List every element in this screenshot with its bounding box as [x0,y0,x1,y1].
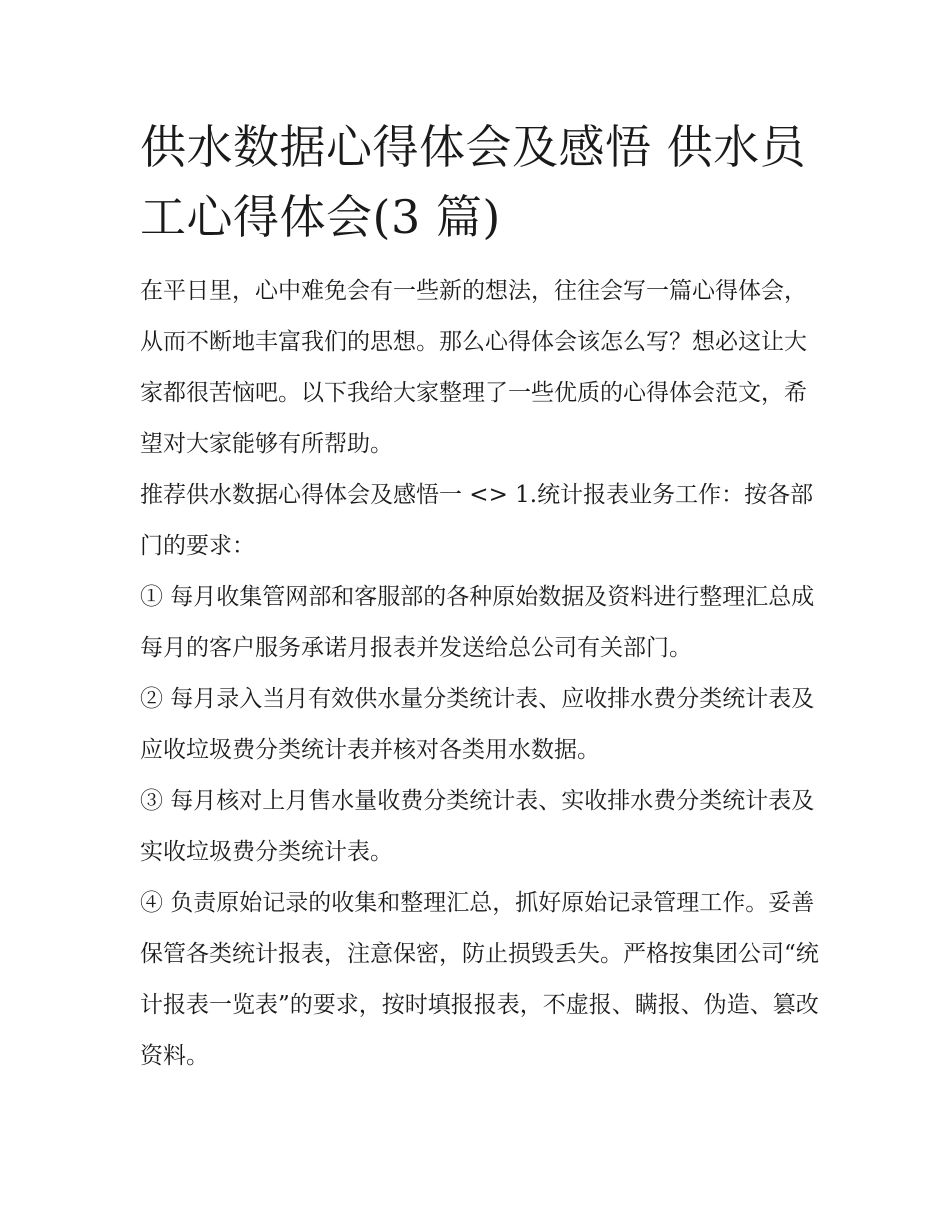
list-item-2: ② 每月录入当月有效供水量分类统计表、应收排水费分类统计表及应收垃圾费分类统计表并核对各类用水数据。 [140,686,815,763]
document-body [140,266,820,1082]
list-item-3: ③ 每月核对上月售水量收费分类统计表、实收排水费分类统计表及实收垃圾费分类统计表。 [140,788,815,865]
list-item-1: ① 每月收集管网部和客服部的各种原始数据及资料进行整理汇总成每月的客户服务承诺月报表并发送给总公司有关部门。 [140,584,815,661]
section-heading-paragraph: 推荐供水数据心得体会及感悟一 <> 1.统计报表业务工作：按各部门的要求： [140,482,814,559]
document-page [140,112,820,1082]
document-title: 供水数据心得体会及感悟 供水员工心得体会(3 篇) [140,120,807,244]
intro-paragraph: 在平日里，心中难免会有一些新的想法，往往会写一篇心得体会，从而不断地丰富我们的思想。那么心得体会该怎么写？想必这让大家都很苦恼吧。以下我给大家整理了一些优质的心得体会范文，希望对大家能够有所帮助。 [140,278,807,457]
list-item-4: ④ 负责原始记录的收集和整理汇总，抓好原始记录管理工作。妥善保管各类统计报表，注意保密，防止损毁丢失。严格按集团公司“统计报表一览表”的要求，按时填报报表，不虚报、瞒报、伪造、篡改资料。 [140,890,819,1069]
